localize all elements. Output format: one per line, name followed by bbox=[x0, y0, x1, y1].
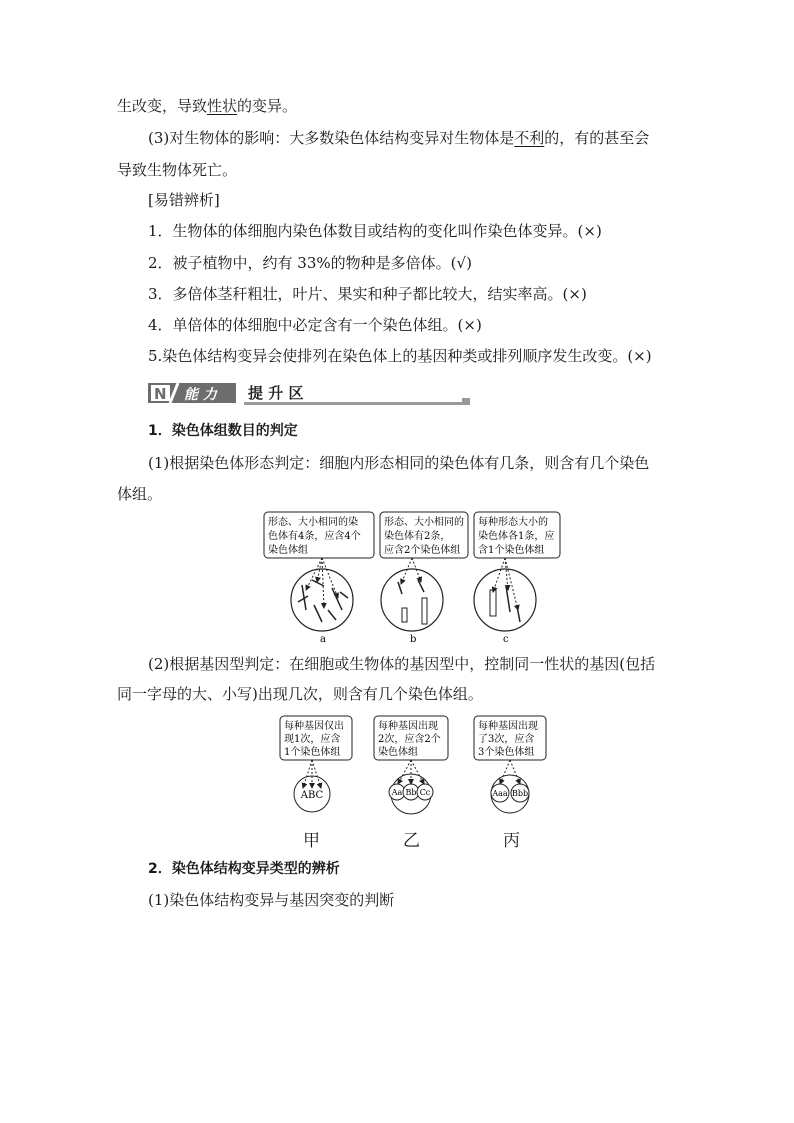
cell-b bbox=[381, 558, 443, 645]
paragraph-continuation: 生改变，导致性状的变异。 bbox=[117, 97, 298, 115]
svg-text:Bb: Bb bbox=[405, 788, 417, 797]
cell-a bbox=[291, 558, 353, 645]
section-heading-1: 1．染色体组数目的判定 bbox=[148, 423, 298, 439]
method2-line2: 同一字母的大、小写)出现几次，则含有几个染色体组。 bbox=[117, 685, 483, 703]
method1-line1: (1)根据染色体形态判定：细胞内形态相同的染色体有几条，则含有几个染色 bbox=[148, 454, 650, 472]
svg-text:染色体有2条，: 染色体有2条， bbox=[384, 531, 451, 542]
callout-box-c bbox=[474, 512, 560, 558]
underlined-term: 不利 bbox=[514, 129, 545, 147]
svg-text:每种形态大小的: 每种形态大小的 bbox=[478, 517, 548, 528]
svg-text:色体有4条，应含4个: 色体有4条，应含4个 bbox=[268, 531, 361, 542]
svg-text:染色体组: 染色体组 bbox=[378, 747, 418, 758]
svg-text:每种基因出现: 每种基因出现 bbox=[378, 721, 438, 732]
error-item: 3．多倍体茎秆粗壮，叶片、果实和种子都比较大，结实率高。(×) bbox=[148, 285, 587, 303]
svg-text:含1个染色体组: 含1个染色体组 bbox=[478, 545, 545, 556]
section-title-errors: [易错辨析] bbox=[148, 191, 220, 209]
svg-text:现1次，应含: 现1次，应含 bbox=[284, 734, 341, 745]
error-item: 1．生物体的体细胞内染色体数目或结构的变化叫作染色体变异。(×) bbox=[148, 222, 602, 240]
banner-badge-label: 能 力 bbox=[184, 387, 217, 403]
callout-box-yi bbox=[374, 716, 448, 760]
svg-text:a: a bbox=[320, 634, 326, 645]
svg-text:每种基因出现: 每种基因出现 bbox=[478, 721, 538, 732]
callout-box-jia bbox=[280, 716, 352, 760]
svg-text:每种基因仅出: 每种基因仅出 bbox=[284, 721, 344, 732]
cell-jia bbox=[294, 760, 330, 812]
ability-banner bbox=[148, 380, 470, 407]
svg-text:了3次，应含: 了3次，应含 bbox=[478, 734, 535, 745]
method2-line1: (2)根据基因型判定：在细胞或生物体的基因型中，控制同一性状的基因(包括 bbox=[148, 655, 656, 673]
cell-bing bbox=[491, 760, 529, 813]
effect-paragraph-line2: 导致生物体死亡。 bbox=[117, 161, 238, 179]
section2-subheading: (1)染色体结构变异与基因突变的判断 bbox=[148, 891, 395, 909]
caption-bing: 丙 bbox=[503, 831, 520, 851]
effect-paragraph: (3)对生物体的影响：大多数染色体结构变异对生物体是不利的，有的甚至会 bbox=[148, 129, 650, 147]
cell-c bbox=[474, 558, 536, 645]
callout-box-bing bbox=[474, 716, 546, 760]
svg-text:1个染色体组: 1个染色体组 bbox=[284, 747, 341, 758]
svg-text:Aaa: Aaa bbox=[492, 789, 508, 798]
method1-line2: 体组。 bbox=[117, 485, 163, 503]
svg-text:形态、大小相同的: 形态、大小相同的 bbox=[384, 517, 464, 528]
svg-text:染色体各1条，应: 染色体各1条，应 bbox=[478, 531, 555, 542]
svg-text:ABC: ABC bbox=[300, 790, 324, 801]
error-item: 2．被子植物中，约有 33%的物种是多倍体。(√) bbox=[148, 254, 472, 272]
caption-yi: 乙 bbox=[403, 831, 420, 851]
caption-jia: 甲 bbox=[303, 831, 320, 851]
svg-text:b: b bbox=[410, 634, 417, 645]
svg-text:N: N bbox=[154, 385, 167, 403]
callout-box-a bbox=[264, 512, 374, 558]
svg-text:2次，应含2个: 2次，应含2个 bbox=[378, 734, 441, 745]
section-heading-2: 2．染色体结构变异类型的辨析 bbox=[148, 861, 340, 877]
callout-box-b bbox=[380, 512, 468, 558]
svg-text:染色体组: 染色体组 bbox=[268, 545, 308, 556]
cell-yi bbox=[389, 760, 433, 814]
error-item: 5.染色体结构变异会使排列在染色体上的基因种类或排列顺序发生改变。(×) bbox=[148, 347, 652, 365]
svg-text:Aa: Aa bbox=[391, 788, 403, 797]
svg-text:形态、大小相同的染: 形态、大小相同的染 bbox=[268, 517, 358, 528]
genotype-figure bbox=[278, 714, 558, 820]
svg-text:应含2个染色体组: 应含2个染色体组 bbox=[384, 545, 461, 556]
svg-text:3个染色体组: 3个染色体组 bbox=[478, 747, 535, 758]
svg-text:c: c bbox=[503, 634, 509, 645]
banner-title: 提 升 区 bbox=[248, 384, 304, 402]
svg-text:Cc: Cc bbox=[419, 788, 431, 797]
underlined-term: 性状 bbox=[207, 97, 238, 115]
chromosome-figure bbox=[262, 510, 572, 652]
error-item: 4．单倍体的体细胞中必定含有一个染色体组。(×) bbox=[148, 316, 482, 334]
svg-text:Bbb: Bbb bbox=[511, 789, 529, 798]
